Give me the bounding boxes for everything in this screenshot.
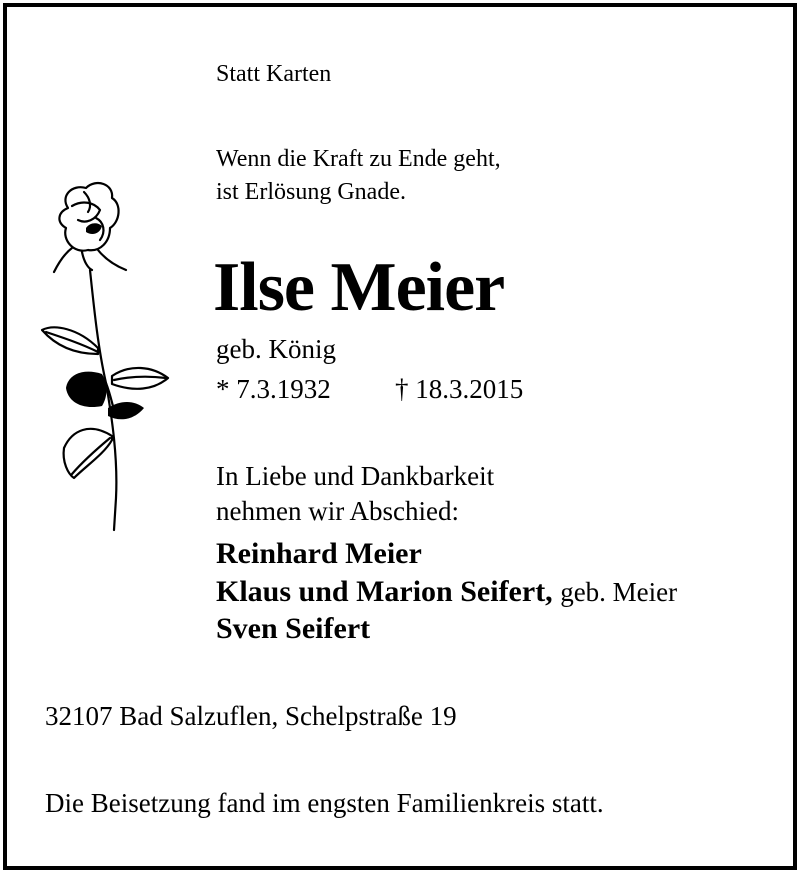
mourner-note: geb. Meier <box>560 577 678 607</box>
maiden-name: geb. König <box>216 334 336 364</box>
mourner-name: Reinhard Meier <box>216 537 422 570</box>
statt-karten-label: Statt Karten <box>216 61 332 87</box>
mourner-2 <box>216 577 677 607</box>
death-date: † 18.3.2015 <box>395 374 524 404</box>
quote-line-2: ist Erlösung Gnade. <box>216 179 406 205</box>
birth-date: * 7.3.1932 <box>216 374 331 404</box>
quote-line-1: Wenn die Kraft zu Ende geht, <box>216 146 501 172</box>
farewell-line-2: nehmen wir Abschied: <box>216 496 459 526</box>
farewell-line-1: In Liebe und Dankbarkeit <box>216 461 495 491</box>
mourner-1 <box>216 539 422 569</box>
mourner-3 <box>216 614 370 644</box>
address: 32107 Bad Salzuflen, Schelpstraße 19 <box>45 701 457 731</box>
rose-icon <box>38 178 176 538</box>
burial-note: Die Beisetzung fand im engsten Familienkreis statt. <box>45 788 604 818</box>
deceased-name: Ilse Meier <box>213 249 505 326</box>
mourner-name: Klaus und Marion Seifert, <box>216 575 553 608</box>
mourner-name: Sven Seifert <box>216 612 371 645</box>
